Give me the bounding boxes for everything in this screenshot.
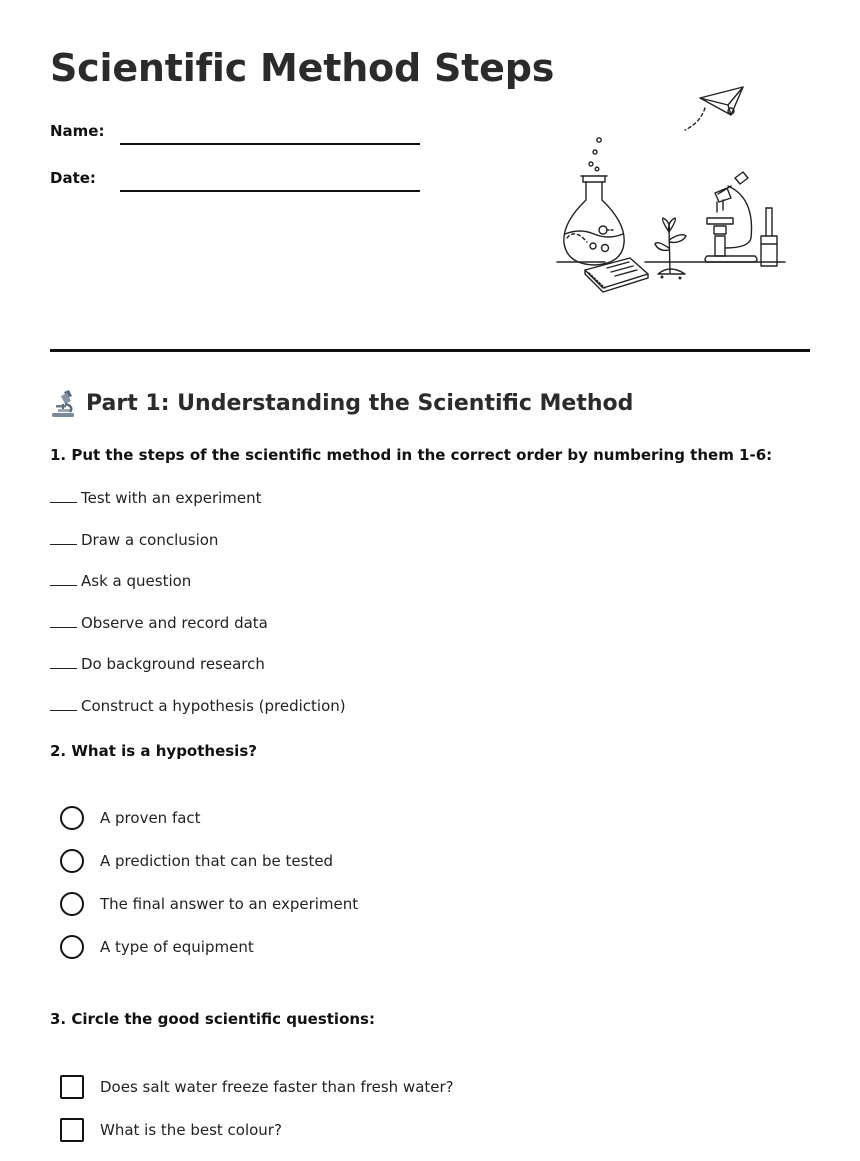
plant-icon	[655, 218, 686, 279]
test-tube-icon	[761, 208, 777, 266]
radio-button[interactable]	[60, 892, 84, 916]
order-blank[interactable]	[50, 654, 77, 669]
order-item[interactable]	[50, 571, 191, 590]
part1-heading-text: Part 1: Understanding the Scientific Method	[86, 390, 634, 416]
radio-button[interactable]	[60, 806, 84, 830]
order-blank[interactable]	[50, 488, 77, 503]
page-title: Scientific Method Steps	[50, 46, 555, 90]
checkbox-option-label: Does salt water freeze faster than fresh water?	[100, 1078, 454, 1096]
order-item-label: Draw a conclusion	[81, 531, 219, 549]
checkbox-option[interactable]	[60, 1118, 282, 1142]
order-blank[interactable]	[50, 571, 77, 586]
microscope-icon	[705, 172, 757, 262]
notebook-icon	[585, 258, 648, 292]
checkbox[interactable]	[60, 1075, 84, 1099]
radio-option-label: A type of equipment	[100, 938, 254, 956]
part1-heading	[50, 388, 633, 418]
order-blank[interactable]	[50, 613, 77, 628]
name-label: Name:	[50, 122, 105, 140]
order-item-label: Ask a question	[81, 572, 192, 590]
order-item[interactable]	[50, 530, 218, 549]
order-blank[interactable]	[50, 530, 77, 545]
paper-plane-icon	[685, 87, 743, 130]
question-2-prompt: 2. What is a hypothesis?	[50, 742, 257, 760]
order-item-label: Do background research	[81, 655, 265, 673]
order-blank[interactable]	[50, 696, 77, 711]
radio-option[interactable]	[60, 935, 254, 959]
order-item[interactable]	[50, 488, 262, 507]
question-3-prompt: 3. Circle the good scientific questions:	[50, 1010, 375, 1028]
section-divider	[50, 349, 810, 352]
radio-option-label: A proven fact	[100, 809, 201, 827]
flask-icon	[564, 176, 624, 265]
radio-option-label: A prediction that can be tested	[100, 852, 334, 870]
order-item-label: Construct a hypothesis (prediction)	[81, 697, 346, 715]
order-item-label: Test with an experiment	[81, 489, 262, 507]
radio-option[interactable]	[60, 892, 358, 916]
question-1-prompt: 1. Put the steps of the scientific method in the correct order by numbering them 1-6:	[50, 446, 773, 464]
radio-button[interactable]	[60, 849, 84, 873]
date-field[interactable]	[120, 190, 420, 192]
name-field[interactable]	[120, 143, 420, 145]
order-item[interactable]	[50, 654, 265, 673]
order-item[interactable]	[50, 696, 346, 715]
microscope-icon	[50, 388, 76, 418]
checkbox-option[interactable]	[60, 1075, 454, 1099]
checkbox-option-label: What is the best colour?	[100, 1121, 282, 1139]
lab-equipment-illustration	[545, 78, 805, 298]
date-label: Date:	[50, 169, 96, 187]
radio-option[interactable]	[60, 806, 201, 830]
radio-option[interactable]	[60, 849, 333, 873]
checkbox[interactable]	[60, 1118, 84, 1142]
radio-option-label: The final answer to an experiment	[100, 895, 359, 913]
radio-button[interactable]	[60, 935, 84, 959]
order-item-label: Observe and record data	[81, 614, 268, 632]
order-item[interactable]	[50, 613, 268, 632]
